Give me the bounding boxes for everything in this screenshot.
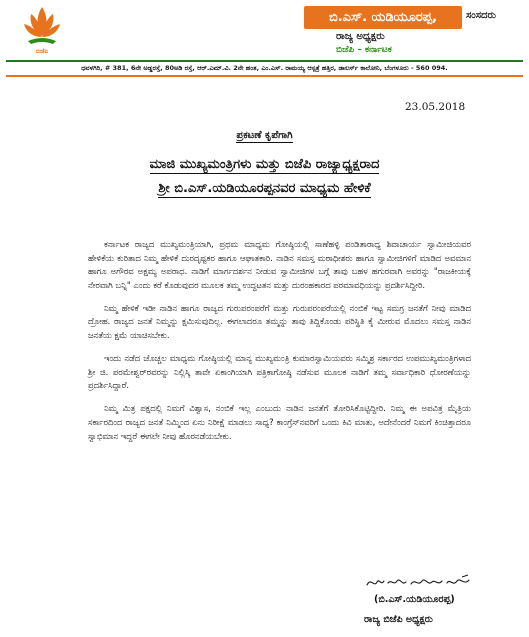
document-title-line-2: [0, 181, 529, 196]
signatory-title: ರಾಜ್ಯ ಬಿಜೆಪಿ ಅಧ್ಯಕ್ಷರು: [364, 614, 433, 625]
leader-name: ಬಿ.ಎಸ್. ಯಡಿಯೂರಪ್ಪ,: [328, 10, 438, 25]
statement-paragraph: ನಿಮ್ಮ ಹೇಳಿಕೆ ಇಡೀ ನಾಡಿನ ಹಾಗೂ ರಾಜ್ಯದ ಗುರುಪರಂಪರೆಗೆ ಮತ್ತು ಗುರುಪರಂಪರೆಯಲ್ಲಿ ನಂಬಿಕೆ ಇಟ್ಟ ಸಮಗ್ರ ಜನತೆಗೆ ನೀವು ಮಾಡಿದ ದ್ರೋಹ. ರಾಜ್ಯದ ಜನತೆ ನಿಮ್ಮನ್ನು ಕ್ಷಮಿಸುವುದಿಲ್ಲ. ಈಗಲಾದರೂ ತಮ್ಮನ್ನು ತಾವು ತಿದ್ದಿಕೊಂಡು ಪರಿಸ್ಥಿತಿ ಕೈ ಮೀರುವ ಮೊದಲು ಸಮಸ್ತ ನಾಡಿನ ಜನತೆಯ ಕ್ಷಮೆ ಯಾಚಿಸಬೇಕು.: [88, 302, 471, 341]
handwritten-signature: [365, 574, 475, 590]
name-banner: [304, 6, 462, 29]
letterhead: [0, 0, 529, 72]
letterhead-rule-orange: [6, 75, 523, 77]
party-unit: ಬಿಜೆಪಿ – ಕರ್ನಾಟಕ: [336, 45, 392, 55]
member-label: ಸಂಸದರು: [466, 10, 496, 21]
lotus-logo-icon: [22, 4, 62, 52]
designation: ರಾಜ್ಯ ಅಧ್ಯಕ್ಷರು: [336, 31, 385, 42]
logo-caption: ಬಿಜೆಪಿ: [35, 48, 49, 55]
document-title-line-1: [0, 157, 529, 172]
office-address: ಧವಳಗಿರಿ, # 381, 6ನೇ ಅಡ್ಡರಸ್ತೆ, 80ಅಡಿ ರಸ್ತೆ, ಆರ್.ಎಮ್.ವಿ. 2ನೇ ಹಂತ, ಎಂ.ಎಸ್. ರಾಮಯ್ಯ ಆಸ್ಪತ್ರೆ ಹತ್ತಿರ, ಡಾಲರ್ಸ್ ಕಾಲೋನಿ, ಬೆಂಗಳೂರು - 560 094.: [81, 64, 448, 72]
document-title-line-1-text: ಮಾಜಿ ಮುಖ್ಯಮಂತ್ರಿಗಳು ಮತ್ತು ಬಿಜೆಪಿ ರಾಜ್ಯಾಧ್ಯಕ್ಷರಾದ: [149, 157, 380, 172]
letterhead-rule-green: [6, 60, 523, 62]
document-title-line-2-text: ಶ್ರೀ ಬಿ.ಎಸ್.ಯಡಿಯೂರಪ್ಪನವರ ಮಾಧ್ಯಮ ಹೇಳಿಕೆ: [158, 181, 371, 196]
statement-paragraph: ನಿಮ್ಮ ಮಿತ್ರ ಪಕ್ಷದಲ್ಲಿ ನಿಮಗೆ ವಿಶ್ವಾಸ, ನಂಬಿಕೆ ಇಲ್ಲ ಎಂಬುದು ನಾಡಿನ ಜನತೆಗೆ ತೋರಿಸಿಕೊಟ್ಟಿದ್ದೀರಿ. ನಿಮ್ಮ ಈ ಅಪವಿತ್ರ ಮೈತ್ರಿಯ ಸರ್ಕಾರದಿಂದ ರಾಜ್ಯದ ಜನತೆ ನಿಮ್ಮಿಂದ ಏನು ನಿರೀಕ್ಷೆ ಮಾಡಲು ಸಾಧ್ಯ? ಕಾಂಗ್ರೆಸ್‌ನವರಿಗೆ ಒಂದು ಕಿವಿ ಮಾತು, ಅದೇನೆಂದರೆ ನಿಮಗೆ ಕಿಂಚಿತ್ತಾದರೂ ಸ್ವಾಭಿಮಾನ ಇದ್ದರೆ ಈಗಲೇ ನೀವು ಹೊರನಡೆಯಬೇಕು.: [88, 403, 471, 441]
statement-paragraph: ಕರ್ನಾಟಕ ರಾಜ್ಯದ ಮುಖ್ಯಮಂತ್ರಿಯಾಗಿ, ಪ್ರಥಮ ಮಾಧ್ಯಮ ಗೋಷ್ಠಿಯಲ್ಲಿ ಸಾಣೆಹಳ್ಳಿ ಪಂಡಿತಾರಾಧ್ಯ ಶಿವಾಚಾರ್ಯ ಸ್ವಾಮೀಜಿಯವರ ಹೇಳಿಕೆಯ ಕುರಿತಾದ ನಿಮ್ಮ ಹೇಳಿಕೆ ದುರದೃಷ್ಟಕರ ಹಾಗೂ ಆಘಾತಕಾರಿ. ನಾಡಿನ ಸಮಸ್ತ ಮಠಾಧೀಶರು ಹಾಗೂ ಸ್ವಾಮೀಜಿಗಳಿಗೆ ಮಾಡಿದ ಅವಮಾನ ಹಾಗೂ ಅಗೌರವ ಅಕ್ಷಮ್ಯ ಅಪರಾಧ. ನಾಡಿಗೆ ಮಾರ್ಗದರ್ಶನ ನೀಡುವ ಸ್ವಾಮೀಜಿಗಳ ಬಗ್ಗೆ ತಾವು ಬಹಳ ಹಗುರವಾಗಿ ಅವರನ್ನು "ರಾಜಕೀಯಕ್ಕೆ ನೇರವಾಗಿ ಬನ್ನಿ" ಎಂದು ಕರೆ ಕೊಡುವುದರ ಮೂಲಕ ತಮ್ಮ ಉದ್ಧಟತನ ಮತ್ತು ದುರಂಹಕಾರದ ಪರಮಾವಧಿಯನ್ನು ಪ್ರದರ್ಶಿಸಿದ್ದೀರಿ.: [88, 239, 471, 290]
press-release-label: [0, 130, 529, 141]
signatory-name: (ಬಿ.ಎಸ್.ಯಡಿಯೂರಪ್ಪ): [374, 594, 455, 605]
statement-paragraph: ಇಂದು ನಡೆದ ಚೊಚ್ಚಲ ಮಾಧ್ಯಮ ಗೋಷ್ಠಿಯಲ್ಲಿ ಮಾನ್ಯ ಮುಖ್ಯಮಂತ್ರಿ ಕುಮಾರಸ್ವಾಮಿಯವರು ಸಮ್ಮಿಶ್ರ ಸರ್ಕಾರದ ಉಪಮುಖ್ಯಮಂತ್ರಿಗಳಾದ ಶ್ರೀ ಜಿ. ಪರಮೇಶ್ವರ್‌ರವರನ್ನು ನಿಲ್ಲಿಸ್ಕಿ ತಾವೇ ಏಕಾಂಗಿಯಾಗಿ ಪತ್ರಿಕಾಗೋಷ್ಠಿ ನಡೆಸುವ ಮೂಲಕ ನಾಡಿಗೆ ತಮ್ಮ ಸರ್ವಾಧಿಕಾರಿ ಧೋರಣೆಯನ್ನು ಪ್ರದರ್ಶಿಸಿದ್ದಾರೆ.: [88, 353, 471, 391]
document-date: 23.05.2018: [405, 101, 466, 113]
press-release-label-text: ಪ್ರಕಟಣೆ ಕೃಪೆಗಾಗಿ: [236, 130, 293, 141]
statement-body: [88, 238, 471, 453]
